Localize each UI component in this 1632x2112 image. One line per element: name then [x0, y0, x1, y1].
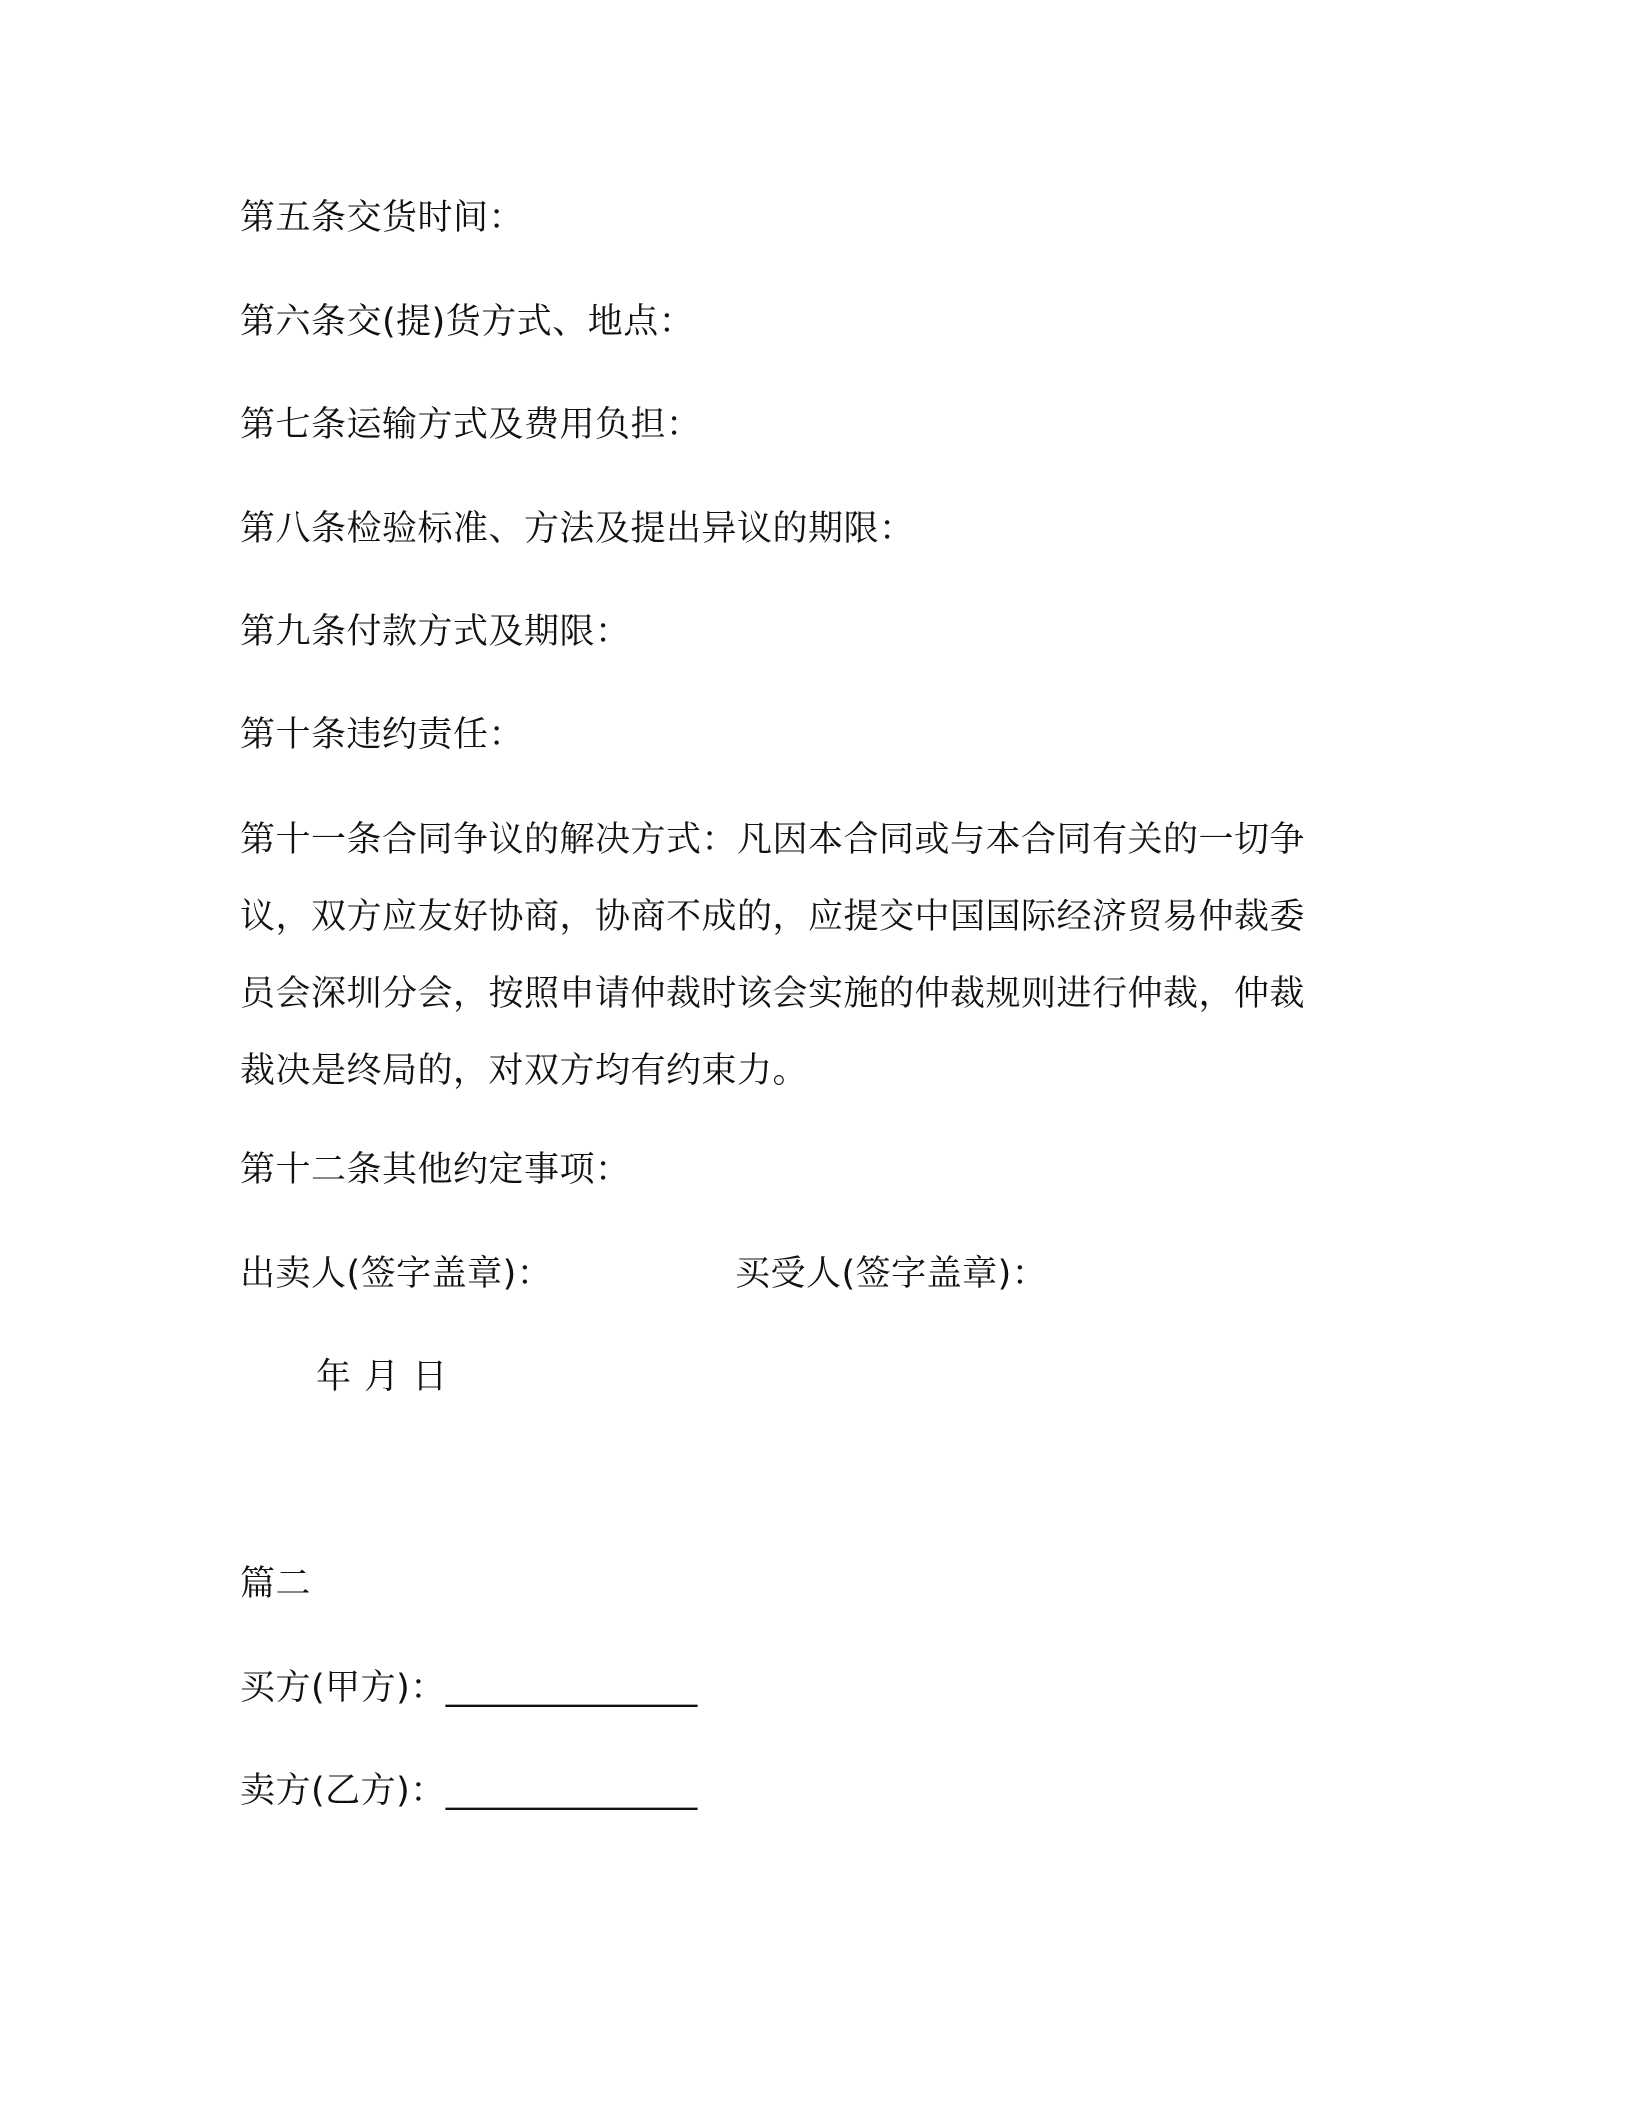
article-10: 第十条违约责任：	[240, 715, 525, 755]
article-12: 第十二条其他约定事项：	[240, 1150, 631, 1190]
article-6: 第六条交(提)货方式、地点：	[240, 302, 695, 342]
party-a-field: 买方(甲方)：______________	[240, 1668, 698, 1708]
article-11-line: 裁决是终局的，对双方均有约束力。	[240, 1051, 809, 1091]
article-8: 第八条检验标准、方法及提出异议的期限：	[240, 509, 915, 549]
article-11	[240, 802, 1380, 1110]
section-two-heading: 篇二	[240, 1564, 312, 1604]
seller-signature-label: 出卖人(签字盖章)：	[240, 1254, 553, 1294]
article-5: 第五条交货时间：	[240, 198, 525, 238]
date-line: 年 月 日	[316, 1357, 449, 1397]
article-11-line: 议，双方应友好协商，协商不成的，应提交中国国际经济贸易仲裁委	[240, 897, 1306, 937]
party-b-field: 卖方(乙方)：______________	[240, 1771, 698, 1811]
article-9: 第九条付款方式及期限：	[240, 612, 631, 652]
article-7: 第七条运输方式及费用负担：	[240, 405, 702, 445]
article-11-line: 第十一条合同争议的解决方式：凡因本合同或与本合同有关的一切争	[240, 820, 1306, 860]
buyer-signature-label: 买受人(签字盖章)：	[735, 1254, 1048, 1294]
article-11-line: 员会深圳分会，按照申请仲裁时该会实施的仲裁规则进行仲裁，仲裁	[240, 974, 1306, 1014]
